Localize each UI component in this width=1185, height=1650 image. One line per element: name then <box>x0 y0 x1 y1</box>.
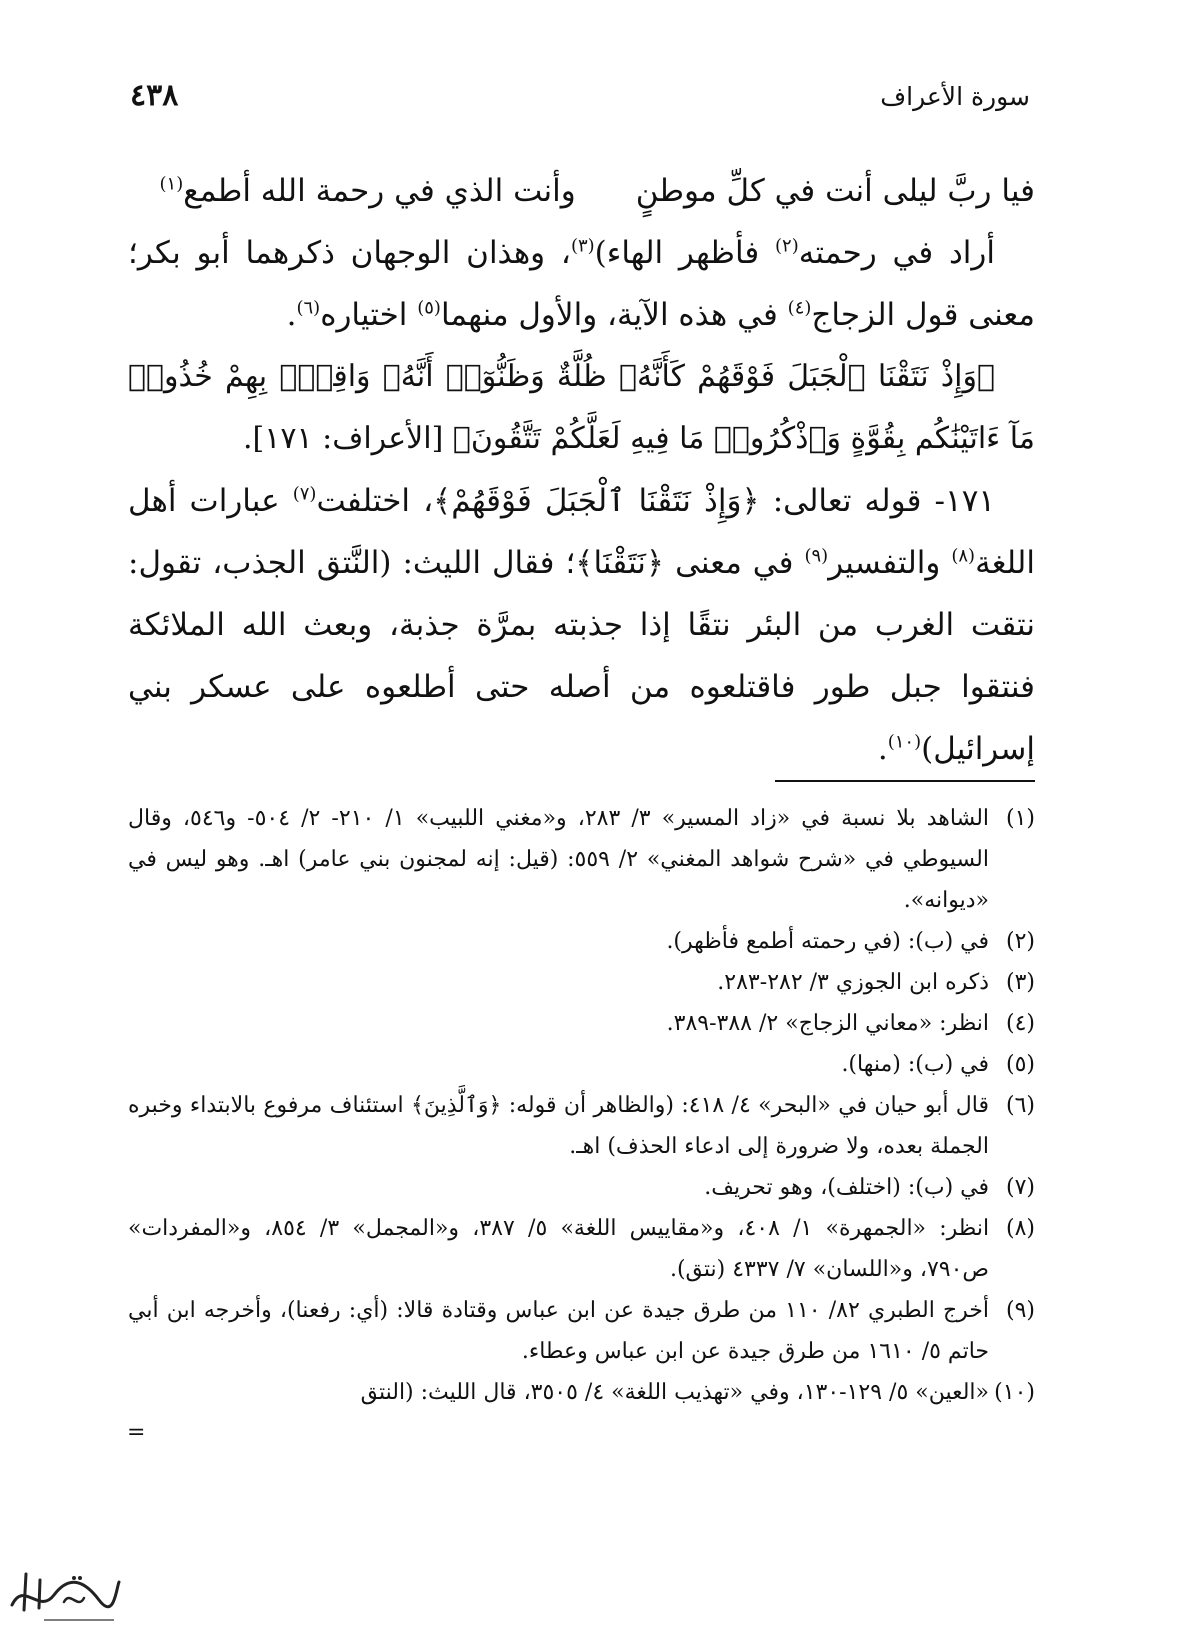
footnote-ref: (٧) <box>292 483 317 505</box>
poetry-verse <box>128 160 1035 222</box>
paragraph-text: عبارات أهل اللغة <box>128 483 1035 581</box>
verse-citation: [الأعراف: ١٧١]. <box>243 421 453 456</box>
footnote <box>128 921 1035 962</box>
footnote-text: انظر: «الجمهرة» ١/ ٤٠٨، و«مقاييس اللغة» ٥/ ٣٨٧، و«المجمل» ٣/ ٨٥٤، و«المفردات» ص٧٩٠، و«اللسان» ٧/ ٤٣٣٧ (نتق). <box>128 1216 990 1282</box>
footnote <box>128 1044 1035 1085</box>
surah-title: سورة الأعراف <box>880 82 1030 111</box>
publisher-logo-watermark <box>4 1560 124 1630</box>
paragraph-text: أراد في رحمته <box>798 235 995 271</box>
footnote-number: (٧) <box>1005 1175 1035 1200</box>
paragraph-text: في معنى ﴿نَتَقْنَا﴾؛ فقال الليث: (النَّتق الجذب، تقول: نتقت الغرب من البئر نتقًا إذا جذبته بمرَّة جذبة، وبعث الله الملائكة فنتقوا جبل طور فاقتلعوه من أصله حتى أطلعوه على عسكر بني إسرائيل) <box>128 545 1035 767</box>
footnote <box>128 1290 1035 1372</box>
footnote-ref: (٩) <box>804 545 829 567</box>
paragraph-text: في هذه الآية، والأول منهما <box>440 297 788 333</box>
footnote-text: «العين» ٥/ ١٢٩-١٣٠، وفي «تهذيب اللغة» ٤/ ٣٥٠٥، قال الليث: (النتق <box>360 1380 989 1405</box>
footnote-number: (٩) <box>1005 1298 1035 1323</box>
paragraph-text: ، وهذان الوجهان ذكرهما أبو بكر؛ معنى قول الزجاج <box>128 235 1035 333</box>
paragraph-text: اختياره <box>320 297 418 333</box>
paragraph-text: . <box>286 297 297 333</box>
footnote-number: (٢) <box>1005 929 1035 954</box>
quran-verse-block <box>128 346 1035 470</box>
verse-hemistich-2: وأنت الذي في رحمة الله أطمع <box>183 173 576 209</box>
footnote-text: قال أبو حيان في «البحر» ٤/ ٤١٨: (والظاهر أن قوله: ﴿وَٱلَّذِينَ﴾ استئناف مرفوع بالابتداء وخبره الجملة بعده، ولا ضرورة إلى ادعاء الحذف) اهـ. <box>128 1093 990 1159</box>
footnotes <box>128 798 1035 1413</box>
footnote <box>128 1167 1035 1208</box>
footnote-ref: (٨) <box>951 545 976 567</box>
footnote-ref: (٤) <box>787 297 812 319</box>
footnote-number: (١) <box>1005 806 1035 831</box>
main-text <box>128 160 1035 780</box>
footnote <box>128 962 1035 1003</box>
footnote-divider <box>775 780 1035 782</box>
footnote <box>128 1208 1035 1290</box>
footnote-ref: (١٠) <box>887 731 922 753</box>
footnote-text: أخرج الطبري ٨٢/ ١١٠ من طرق جيدة عن ابن عباس وقتادة قالا: (أي: رفعنا)، وأخرجه ابن أبي حاتم ٥/ ١٦١٠ من طرق جيدة عن ابن عباس وعطاء. <box>128 1298 989 1364</box>
footnote <box>128 798 1035 921</box>
page-number: ٤٣٨ <box>130 78 179 113</box>
paragraph-text: والتفسير <box>828 545 952 581</box>
footnote-text: انظر: «معاني الزجاج» ٢/ ٣٨٨-٣٨٩. <box>666 1011 989 1036</box>
quran-verse-text: ﴿وَإِذْ نَتَقْنَا ٱلْجَبَلَ فَوْقَهُمْ كَأَنَّهُۥ ظُلَّةٌ وَظَنُّوٓا۟ أَنَّهُۥ وَاقِعٌۢ بِهِمْ خُذُوا۟ مَآ ءَاتَيْنَٰكُم بِقُوَّةٍ وَٱذْكُرُوا۟ مَا فِيهِ لَعَلَّكُمْ تَتَّقُونَ﴾ <box>128 359 1035 456</box>
page-header <box>130 78 1030 122</box>
paragraph-text: فأظهر الهاء) <box>594 235 776 271</box>
footnote <box>128 1003 1035 1044</box>
footnote <box>128 1085 1035 1167</box>
footnote-number: (٣) <box>1005 970 1035 995</box>
continuation-mark: = <box>127 1420 146 1445</box>
footnote-text: ذكره ابن الجوزي ٣/ ٢٨٢-٢٨٣. <box>717 970 989 995</box>
verse-hemistich-1: فيا ربَّ ليلى أنت في كلِّ موطنٍ <box>635 173 1035 209</box>
footnote-number: (٥) <box>1005 1052 1035 1077</box>
footnote-text: الشاهد بلا نسبة في «زاد المسير» ٣/ ٢٨٣، و«مغني اللبيب» ١/ ٢١٠- ٢/ ٥٠٤- و٥٤٦، وقال السيوطي في «شرح شواهد المغني» ٢/ ٥٥٩: (قيل: إنه لمجنون بني عامر) اهـ. وهو ليس في «ديوانه». <box>128 806 990 913</box>
footnote-text: في (ب): (منها). <box>841 1052 989 1077</box>
footnote-ref: (٦) <box>296 297 321 319</box>
footnote <box>128 1372 1035 1413</box>
footnote-text: في (ب): (اختلف)، وهو تحريف. <box>704 1175 989 1200</box>
footnote-number: (٤) <box>1005 1011 1035 1036</box>
footnote-ref: (٢) <box>775 235 799 257</box>
paragraph-commentary <box>128 470 1035 780</box>
footnote-number: (٦) <box>1005 1093 1035 1118</box>
footnote-number: (١٠) <box>994 1380 1035 1405</box>
footnote-ref: (٥) <box>417 297 441 319</box>
footnote-ref: (٣) <box>570 235 595 257</box>
footnote-text: في (ب): (في رحمته أطمع فأظهر). <box>666 929 989 954</box>
footnote-number: (٨) <box>1005 1216 1035 1241</box>
paragraph-explanation <box>128 222 1035 346</box>
footnote-ref: (١) <box>159 173 184 195</box>
paragraph-text: ١٧١- قوله تعالى: ﴿وَإِذْ نَتَقْنَا ٱلْجَبَلَ فَوْقَهُمْ﴾، اختلفت <box>316 483 995 519</box>
paragraph-text: . <box>877 731 888 767</box>
